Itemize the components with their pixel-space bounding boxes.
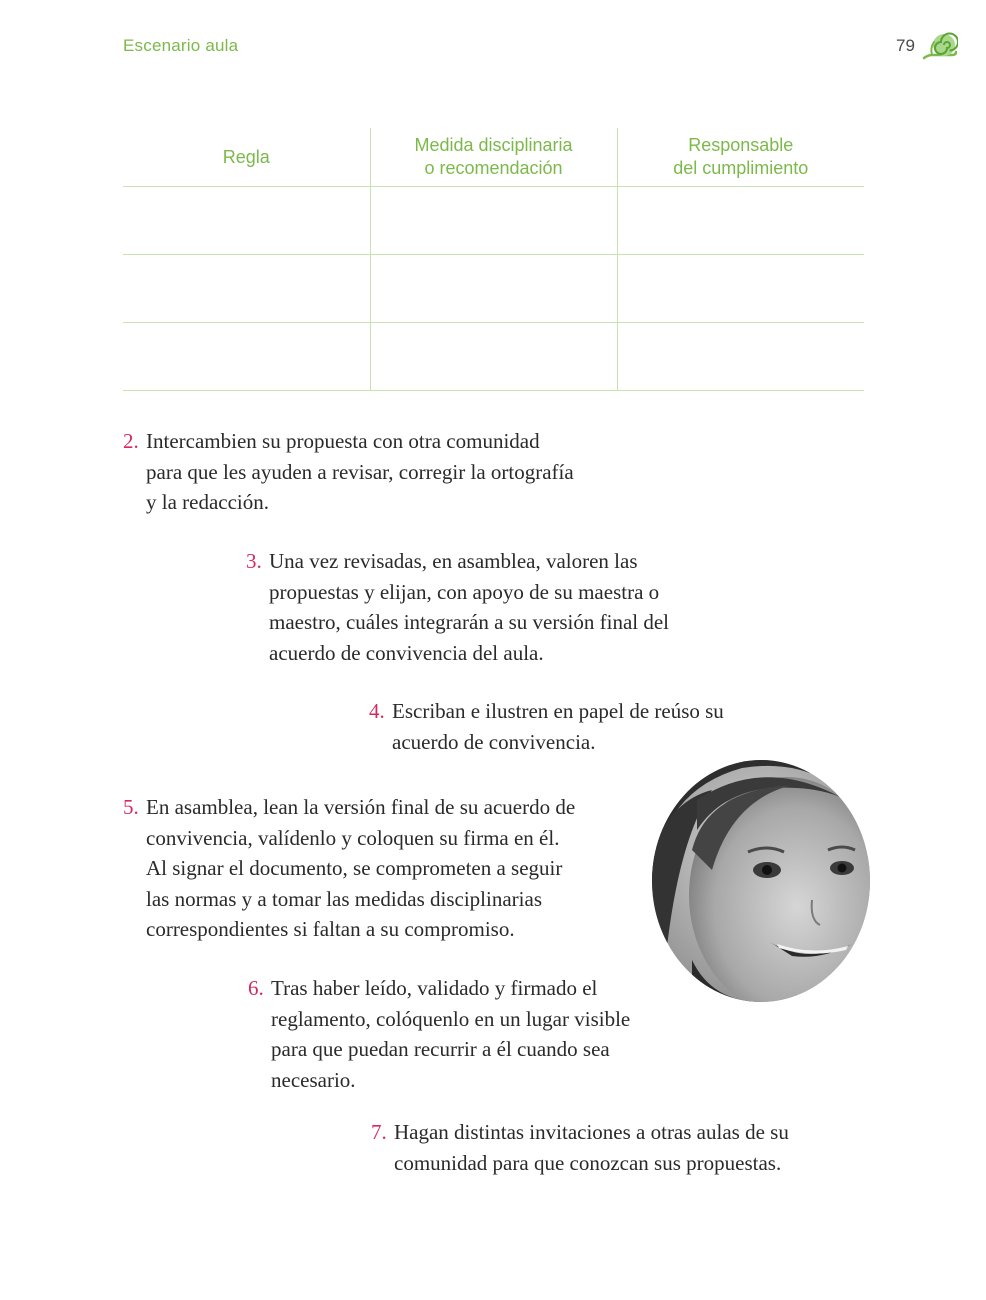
step-number: 3.	[246, 549, 262, 573]
header-regla: Regla	[123, 128, 370, 187]
page-number: 79	[896, 36, 915, 55]
portrait-illustration	[652, 760, 870, 1002]
girl-portrait-photo	[652, 760, 870, 1002]
step-number: 5.	[123, 795, 139, 819]
section-title: Escenario aula	[123, 36, 239, 55]
step-number: 2.	[123, 429, 139, 453]
step-text: Intercambien su propuesta con otra comunidad para que les ayuden a revisar, corregir la ortografía y la redacción.	[146, 429, 574, 514]
step-text: Tras haber leído, validado y firmado el reglamento, colóquenlo en un lugar visible para que puedan recurrir a él cuando sea necesario.	[271, 976, 631, 1092]
table-cell	[617, 323, 864, 391]
snail-spiral-icon	[922, 30, 958, 62]
table-cell	[370, 255, 617, 323]
step-text: En asamblea, lean la versión final de su acuerdo de convivencia, valídenlo y coloquen su firma en él. Al signar el documento, se comprometen a seguir las normas y a tomar las medidas disciplinarias correspondientes si faltan a su compromiso.	[146, 795, 576, 941]
table-row	[123, 323, 864, 391]
step-number: 7.	[371, 1120, 387, 1144]
step-7	[371, 1117, 789, 1178]
table-cell	[617, 187, 864, 255]
step-3	[246, 546, 670, 668]
step-2	[123, 426, 574, 518]
step-number: 6.	[248, 976, 264, 1000]
step-5	[123, 792, 576, 945]
header-medida: Medida disciplinaria o recomendación	[370, 128, 617, 187]
table-cell	[123, 255, 370, 323]
step-number: 4.	[369, 699, 385, 723]
table-cell	[123, 187, 370, 255]
header-responsable: Responsable del cumplimiento	[617, 128, 864, 187]
table-cell	[370, 187, 617, 255]
step-text: Una vez revisadas, en asamblea, valoren las propuestas y elijan, con apoyo de su maestra o maestro, cuáles integrarán a su versión final del acuerdo de convivencia del aula.	[269, 549, 670, 665]
table-cell	[617, 255, 864, 323]
step-4	[369, 696, 724, 757]
step-text: Escriban e ilustren en papel de reúso su acuerdo de convivencia.	[392, 699, 724, 754]
rules-table	[123, 128, 864, 391]
table-cell	[123, 323, 370, 391]
table-row	[123, 255, 864, 323]
table-row	[123, 187, 864, 255]
step-text: Hagan distintas invitaciones a otras aulas de su comunidad para que conozcan sus propuestas.	[394, 1120, 789, 1175]
step-6	[248, 973, 631, 1095]
table-header-row	[123, 128, 864, 187]
table-cell	[370, 323, 617, 391]
